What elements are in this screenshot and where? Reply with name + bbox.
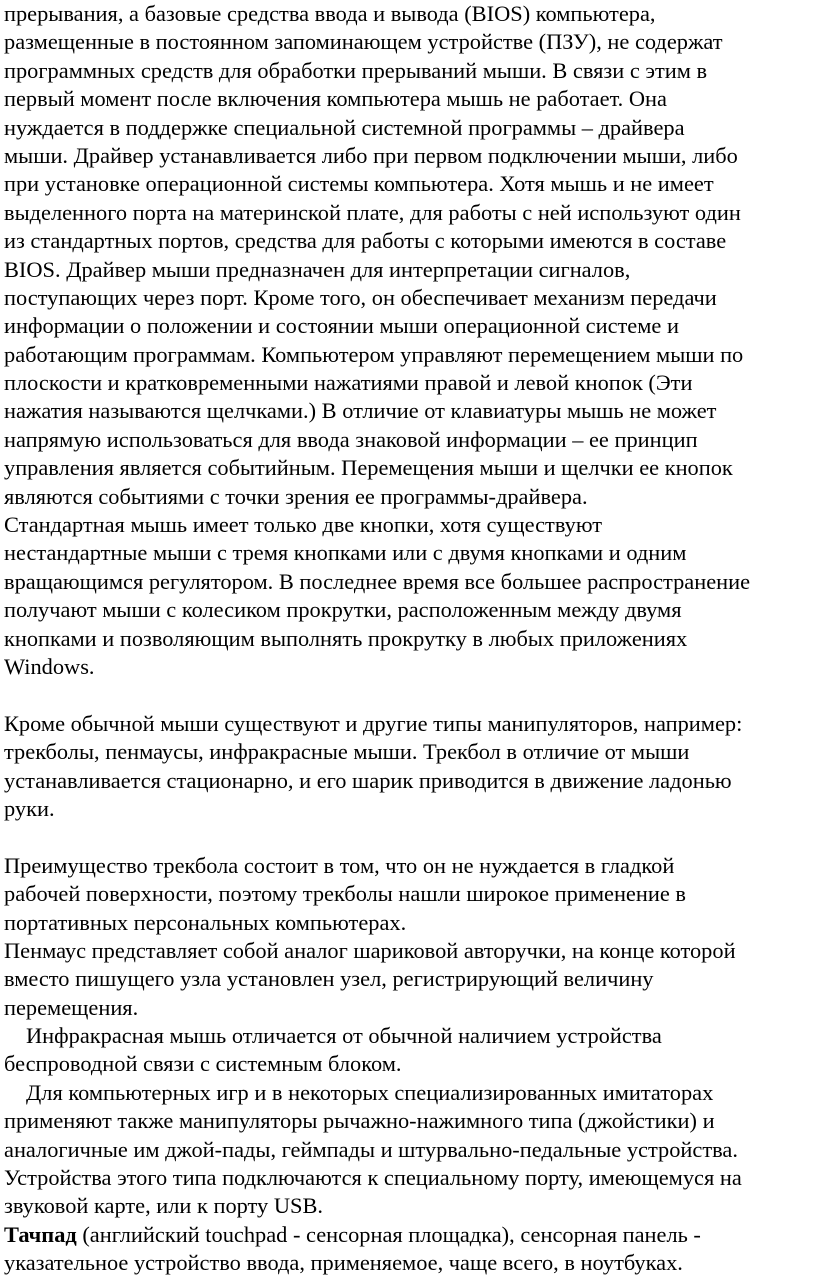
text-line: Стандартная мышь имеет только две кнопки, хотя существуют bbox=[4, 512, 603, 538]
text-line: Для компьютерных игр и в некоторых специализированных имитаторах bbox=[26, 1079, 714, 1105]
text-line: информации о положении и состоянии мыши операционной системе и bbox=[4, 313, 679, 339]
paragraph-gap bbox=[4, 823, 812, 851]
text-line: являются событиями с точки зрения ее программы-драйвера. bbox=[4, 483, 588, 509]
text-line: Устройства этого типа подключаются к специальному порту, имеющемуся на bbox=[4, 1165, 742, 1191]
text-line: получают мыши с колесиком прокрутки, расположенным между двумя bbox=[4, 597, 682, 623]
text-line: Инфракрасная мышь отличается от обычной наличием устройства bbox=[26, 1023, 662, 1049]
text-line: портативных персональных компьютерах. bbox=[4, 909, 407, 935]
text-line: плоскости и кратковременными нажатиями правой и левой кнопок (Эти bbox=[4, 370, 693, 396]
text-line: BIOS. Драйвер мыши предназначен для интерпретации сигналов, bbox=[4, 256, 631, 282]
text-line: размещенные в постоянном запоминающем устройстве (ПЗУ), не содержат bbox=[4, 29, 723, 55]
text-line: нестандартные мыши с тремя кнопками или с двумя кнопками и одним bbox=[4, 540, 687, 566]
document-body bbox=[4, 0, 812, 1221]
text-line: при установке операционной системы компьютера. Хотя мышь и не имеет bbox=[4, 171, 714, 197]
touchpad-term: Тачпад bbox=[4, 1221, 77, 1247]
text-line: Кроме обычной мыши существуют и другие типы манипуляторов, например: bbox=[4, 710, 743, 736]
text-line: кнопками и позволяющим выполнять прокрутку в любых приложениях bbox=[4, 625, 688, 651]
text-line: выделенного порта на материнской плате, для работы с ней используют один bbox=[4, 199, 741, 225]
text-line: вращающимся регулятором. В последнее время все большее распространение bbox=[4, 568, 751, 594]
touchpad-definition: (английский touchpad - сенсорная площадка), сенсорная панель - bbox=[76, 1221, 701, 1247]
text-line: напрямую использоваться для ввода знаковой информации – ее принцип bbox=[4, 426, 698, 452]
text-line: прерывания, а базовые средства ввода и вывода (BIOS) компьютера, bbox=[4, 1, 656, 26]
text-line: нуждается в поддержке специальной системной программы – драйвера bbox=[4, 114, 685, 140]
text-line: Пенмаус представляет собой аналог шариковой авторучки, на конце которой bbox=[4, 937, 736, 963]
text-line-touchpad bbox=[4, 1221, 812, 1249]
text-line: первый момент после включения компьютера мышь не работает. Она bbox=[4, 86, 667, 112]
text-line: программных средств для обработки прерываний мыши. В связи с этим в bbox=[4, 57, 708, 83]
text-line-last: указательное устройство ввода, применяемое, чаще всего, в ноутбуках. bbox=[4, 1250, 683, 1276]
text-line: звуковой карте, или к порту USB. bbox=[4, 1193, 323, 1219]
text-line: из стандартных портов, средства для работы с которыми имеются в составе bbox=[4, 228, 727, 254]
text-line: поступающих через порт. Кроме того, он обеспечивает механизм передачи bbox=[4, 284, 717, 310]
text-line: устанавливается стационарно, и его шарик приводится в движение ладонью bbox=[4, 767, 732, 793]
text-line: нажатия называются щелчками.) В отличие от клавиатуры мышь не может bbox=[4, 398, 717, 424]
paragraph-gap bbox=[4, 681, 812, 709]
text-line: Windows. bbox=[4, 653, 95, 679]
text-line: беспроводной связи с системным блоком. bbox=[4, 1051, 402, 1077]
text-line: Преимущество трекбола состоит в том, что он не нуждается в гладкой bbox=[4, 852, 675, 878]
text-line: применяют также манипуляторы рычажно-нажимного типа (джойстики) и bbox=[4, 1108, 715, 1134]
text-line: вместо пишущего узла установлен узел, регистрирующий величину bbox=[4, 966, 654, 992]
text-line: аналогичные им джой-пады, геймпады и штурвально-педальные устройства. bbox=[4, 1136, 738, 1162]
text-line: работающим программам. Компьютером управляют перемещением мыши по bbox=[4, 341, 744, 367]
text-line: рабочей поверхности, поэтому трекболы нашли широкое применение в bbox=[4, 881, 686, 907]
text-line: трекболы, пенмаусы, инфракрасные мыши. Трекбол в отличие от мыши bbox=[4, 739, 690, 765]
text-line: управления является событийным. Перемещения мыши и щелчки ее кнопок bbox=[4, 455, 733, 481]
text-line: перемещения. bbox=[4, 994, 139, 1020]
text-line: мыши. Драйвер устанавливается либо при первом подключении мыши, либо bbox=[4, 142, 738, 168]
text-line: руки. bbox=[4, 795, 55, 821]
